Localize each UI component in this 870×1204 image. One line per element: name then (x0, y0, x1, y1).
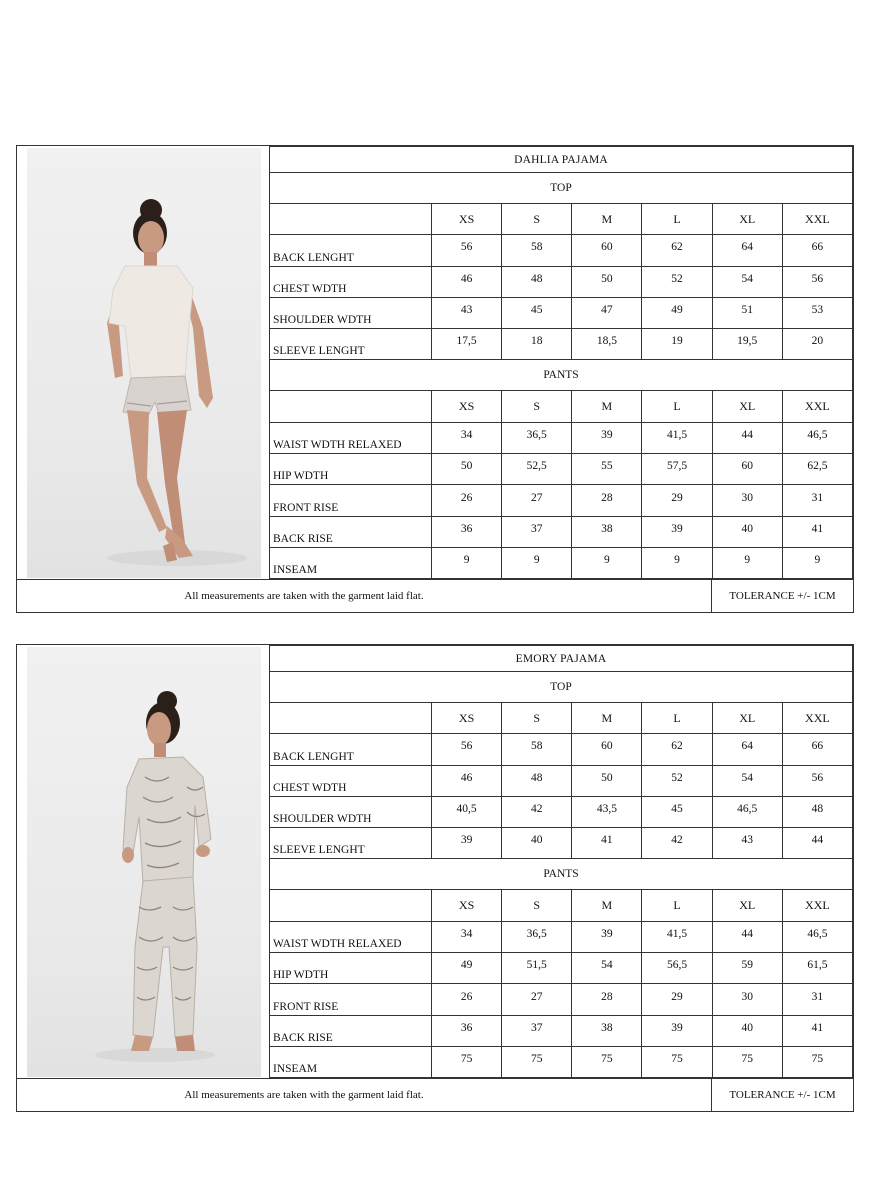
measurement-row (270, 984, 853, 1015)
measurement-row (270, 235, 853, 266)
size-chart-dahlia (16, 145, 854, 613)
measurement-note: All measurements are taken with the garment laid flat. (17, 1079, 712, 1111)
measurement-label: SHOULDER WDTH (270, 297, 432, 328)
size-header: XXL (782, 204, 852, 235)
measurement-value: 36 (432, 516, 502, 547)
measurement-value: 66 (782, 734, 852, 765)
size-header: S (502, 204, 572, 235)
size-header: XS (432, 391, 502, 422)
measurement-value: 57,5 (642, 454, 712, 485)
size-header: XXL (782, 703, 852, 734)
measurement-value: 52 (642, 266, 712, 297)
measurement-value: 30 (712, 984, 782, 1015)
measurement-value: 53 (782, 297, 852, 328)
measurement-label: HIP WDTH (270, 953, 432, 984)
measurement-row (270, 1015, 853, 1046)
measurement-value: 28 (572, 485, 642, 516)
measurement-value: 34 (432, 422, 502, 453)
measurement-value: 47 (572, 297, 642, 328)
measurement-value: 18,5 (572, 329, 642, 360)
measurement-label: INSEAM (270, 547, 432, 578)
measurement-value: 42 (642, 828, 712, 859)
model-illustration-pants (27, 647, 261, 1077)
measurement-value: 59 (712, 953, 782, 984)
pants-size-header-row (270, 890, 853, 921)
measurement-value: 48 (502, 266, 572, 297)
chart-title: EMORY PAJAMA (270, 646, 853, 672)
tolerance-note: TOLERANCE +/- 1CM (729, 590, 836, 602)
measurement-value: 41 (572, 828, 642, 859)
section-top-label: TOP (270, 173, 853, 204)
measurement-value: 45 (642, 796, 712, 827)
measurement-value: 36,5 (502, 921, 572, 952)
measurement-value: 75 (782, 1046, 852, 1077)
measurement-value: 52 (642, 765, 712, 796)
measurement-value: 41 (782, 516, 852, 547)
section-pants-label-row (270, 859, 853, 890)
measurement-row (270, 422, 853, 453)
measurement-row (270, 828, 853, 859)
size-header: L (642, 703, 712, 734)
size-header: L (642, 391, 712, 422)
measurement-label: BACK LENGHT (270, 235, 432, 266)
measurement-value: 9 (572, 547, 642, 578)
measurement-row (270, 1046, 853, 1077)
size-header: S (502, 703, 572, 734)
measurement-value: 37 (502, 516, 572, 547)
measurement-value: 58 (502, 734, 572, 765)
measurement-value: 46 (432, 266, 502, 297)
measurement-value: 38 (572, 516, 642, 547)
measurement-value: 61,5 (782, 953, 852, 984)
measurement-value: 17,5 (432, 329, 502, 360)
size-header: XS (432, 204, 502, 235)
measurement-note: All measurements are taken with the garment laid flat. (17, 580, 712, 612)
table-footer-emory (17, 1078, 853, 1111)
measurement-value: 51,5 (502, 953, 572, 984)
section-pants-label-row (270, 360, 853, 391)
measurement-value: 37 (502, 1015, 572, 1046)
measurement-row (270, 796, 853, 827)
measurement-label: BACK LENGHT (270, 734, 432, 765)
size-header: XXL (782, 391, 852, 422)
top-size-header-row (270, 204, 853, 235)
size-header-blank (270, 703, 432, 734)
measurement-value: 64 (712, 734, 782, 765)
measurement-value: 36,5 (502, 422, 572, 453)
size-header: XL (712, 890, 782, 921)
measurement-value: 29 (642, 984, 712, 1015)
model-photo-emory (27, 647, 261, 1077)
measurement-value: 38 (572, 1015, 642, 1046)
measurement-label: SLEEVE LENGHT (270, 329, 432, 360)
measurement-value: 46,5 (712, 796, 782, 827)
measurement-value: 49 (642, 297, 712, 328)
measurement-value: 41 (782, 1015, 852, 1046)
measurement-value: 46,5 (782, 422, 852, 453)
measurement-row (270, 734, 853, 765)
measurement-value: 26 (432, 485, 502, 516)
measurement-value: 39 (642, 516, 712, 547)
measurement-value: 75 (572, 1046, 642, 1077)
measurement-value: 42 (502, 796, 572, 827)
measurement-value: 9 (642, 547, 712, 578)
measurement-value: 41,5 (642, 921, 712, 952)
measurement-value: 46 (432, 765, 502, 796)
measurement-value: 18 (502, 329, 572, 360)
measurement-value: 54 (712, 765, 782, 796)
size-header-blank (270, 890, 432, 921)
measurement-value: 56 (782, 266, 852, 297)
measurement-value: 20 (782, 329, 852, 360)
chart-title: DAHLIA PAJAMA (270, 147, 853, 173)
measurement-value: 44 (782, 828, 852, 859)
measurement-value: 43,5 (572, 796, 642, 827)
table-footer-dahlia (17, 579, 853, 612)
section-top-label-row (270, 672, 853, 703)
measurement-value: 44 (712, 921, 782, 952)
measurement-value: 50 (572, 765, 642, 796)
size-header: XS (432, 890, 502, 921)
measurement-value: 27 (502, 485, 572, 516)
measurement-value: 40 (712, 516, 782, 547)
measurement-value: 40 (712, 1015, 782, 1046)
measurement-label: INSEAM (270, 1046, 432, 1077)
measurement-value: 52,5 (502, 454, 572, 485)
measurement-value: 75 (712, 1046, 782, 1077)
measurement-value: 62,5 (782, 454, 852, 485)
top-size-header-row (270, 703, 853, 734)
measurement-value: 56 (432, 734, 502, 765)
measurement-value: 19,5 (712, 329, 782, 360)
measurement-value: 43 (712, 828, 782, 859)
measurement-value: 48 (502, 765, 572, 796)
measurement-value: 40,5 (432, 796, 502, 827)
measurement-table-dahlia (269, 146, 853, 579)
measurement-value: 31 (782, 485, 852, 516)
measurement-value: 9 (712, 547, 782, 578)
tolerance-note: TOLERANCE +/- 1CM (729, 1089, 836, 1101)
measurement-value: 60 (712, 454, 782, 485)
size-header: M (572, 391, 642, 422)
size-chart-emory (16, 644, 854, 1112)
measurement-value: 9 (782, 547, 852, 578)
measurement-value: 58 (502, 235, 572, 266)
measurement-value: 29 (642, 485, 712, 516)
size-header: L (642, 204, 712, 235)
measurement-row (270, 953, 853, 984)
measurement-value: 56,5 (642, 953, 712, 984)
measurement-value: 41,5 (642, 422, 712, 453)
measurement-row (270, 485, 853, 516)
measurement-label: WAIST WDTH RELAXED (270, 921, 432, 952)
measurement-label: CHEST WDTH (270, 266, 432, 297)
measurement-value: 31 (782, 984, 852, 1015)
size-header: XL (712, 204, 782, 235)
measurement-value: 66 (782, 235, 852, 266)
measurement-row (270, 454, 853, 485)
measurement-label: FRONT RISE (270, 485, 432, 516)
measurement-value: 62 (642, 734, 712, 765)
size-header-blank (270, 391, 432, 422)
measurement-value: 39 (642, 1015, 712, 1046)
size-header: L (642, 890, 712, 921)
measurement-label: SLEEVE LENGHT (270, 828, 432, 859)
measurement-value: 39 (572, 921, 642, 952)
measurement-value: 48 (782, 796, 852, 827)
size-header: XL (712, 703, 782, 734)
measurement-label: FRONT RISE (270, 984, 432, 1015)
measurement-value: 40 (502, 828, 572, 859)
chart-title-row (270, 147, 853, 173)
size-header-blank (270, 204, 432, 235)
measurement-value: 54 (712, 266, 782, 297)
measurement-value: 9 (432, 547, 502, 578)
measurement-value: 9 (502, 547, 572, 578)
size-header: XXL (782, 890, 852, 921)
measurement-value: 39 (572, 422, 642, 453)
section-pants-label: PANTS (270, 859, 853, 890)
section-pants-label: PANTS (270, 360, 853, 391)
size-header: M (572, 204, 642, 235)
measurement-label: WAIST WDTH RELAXED (270, 422, 432, 453)
size-header: XS (432, 703, 502, 734)
measurement-value: 50 (572, 266, 642, 297)
measurement-row (270, 297, 853, 328)
size-header: XL (712, 391, 782, 422)
measurement-label: SHOULDER WDTH (270, 796, 432, 827)
measurement-table-emory (269, 645, 853, 1078)
measurement-row (270, 266, 853, 297)
measurement-value: 36 (432, 1015, 502, 1046)
measurement-row (270, 765, 853, 796)
measurement-label: CHEST WDTH (270, 765, 432, 796)
measurement-value: 43 (432, 297, 502, 328)
measurement-value: 28 (572, 984, 642, 1015)
measurement-value: 75 (432, 1046, 502, 1077)
measurement-value: 62 (642, 235, 712, 266)
measurement-value: 34 (432, 921, 502, 952)
size-header: M (572, 890, 642, 921)
size-header: M (572, 703, 642, 734)
section-top-label-row (270, 173, 853, 204)
measurement-row (270, 547, 853, 578)
measurement-value: 27 (502, 984, 572, 1015)
measurement-row (270, 516, 853, 547)
measurement-label: BACK RISE (270, 516, 432, 547)
measurement-value: 51 (712, 297, 782, 328)
measurement-value: 39 (432, 828, 502, 859)
chart-title-row (270, 646, 853, 672)
size-header: S (502, 391, 572, 422)
measurement-value: 56 (782, 765, 852, 796)
measurement-label: BACK RISE (270, 1015, 432, 1046)
measurement-value: 75 (642, 1046, 712, 1077)
measurement-value: 60 (572, 734, 642, 765)
size-header: S (502, 890, 572, 921)
measurement-value: 30 (712, 485, 782, 516)
measurement-value: 50 (432, 454, 502, 485)
measurement-label: HIP WDTH (270, 454, 432, 485)
measurement-value: 56 (432, 235, 502, 266)
section-top-label: TOP (270, 672, 853, 703)
measurement-value: 64 (712, 235, 782, 266)
measurement-value: 19 (642, 329, 712, 360)
measurement-value: 75 (502, 1046, 572, 1077)
measurement-value: 44 (712, 422, 782, 453)
measurement-value: 45 (502, 297, 572, 328)
pants-size-header-row (270, 391, 853, 422)
measurement-value: 55 (572, 454, 642, 485)
measurement-value: 54 (572, 953, 642, 984)
measurement-value: 46,5 (782, 921, 852, 952)
measurement-value: 26 (432, 984, 502, 1015)
model-photo-dahlia (27, 148, 261, 578)
model-illustration-shorts (27, 148, 261, 578)
measurement-row (270, 921, 853, 952)
measurement-value: 60 (572, 235, 642, 266)
measurement-value: 49 (432, 953, 502, 984)
measurement-row (270, 329, 853, 360)
